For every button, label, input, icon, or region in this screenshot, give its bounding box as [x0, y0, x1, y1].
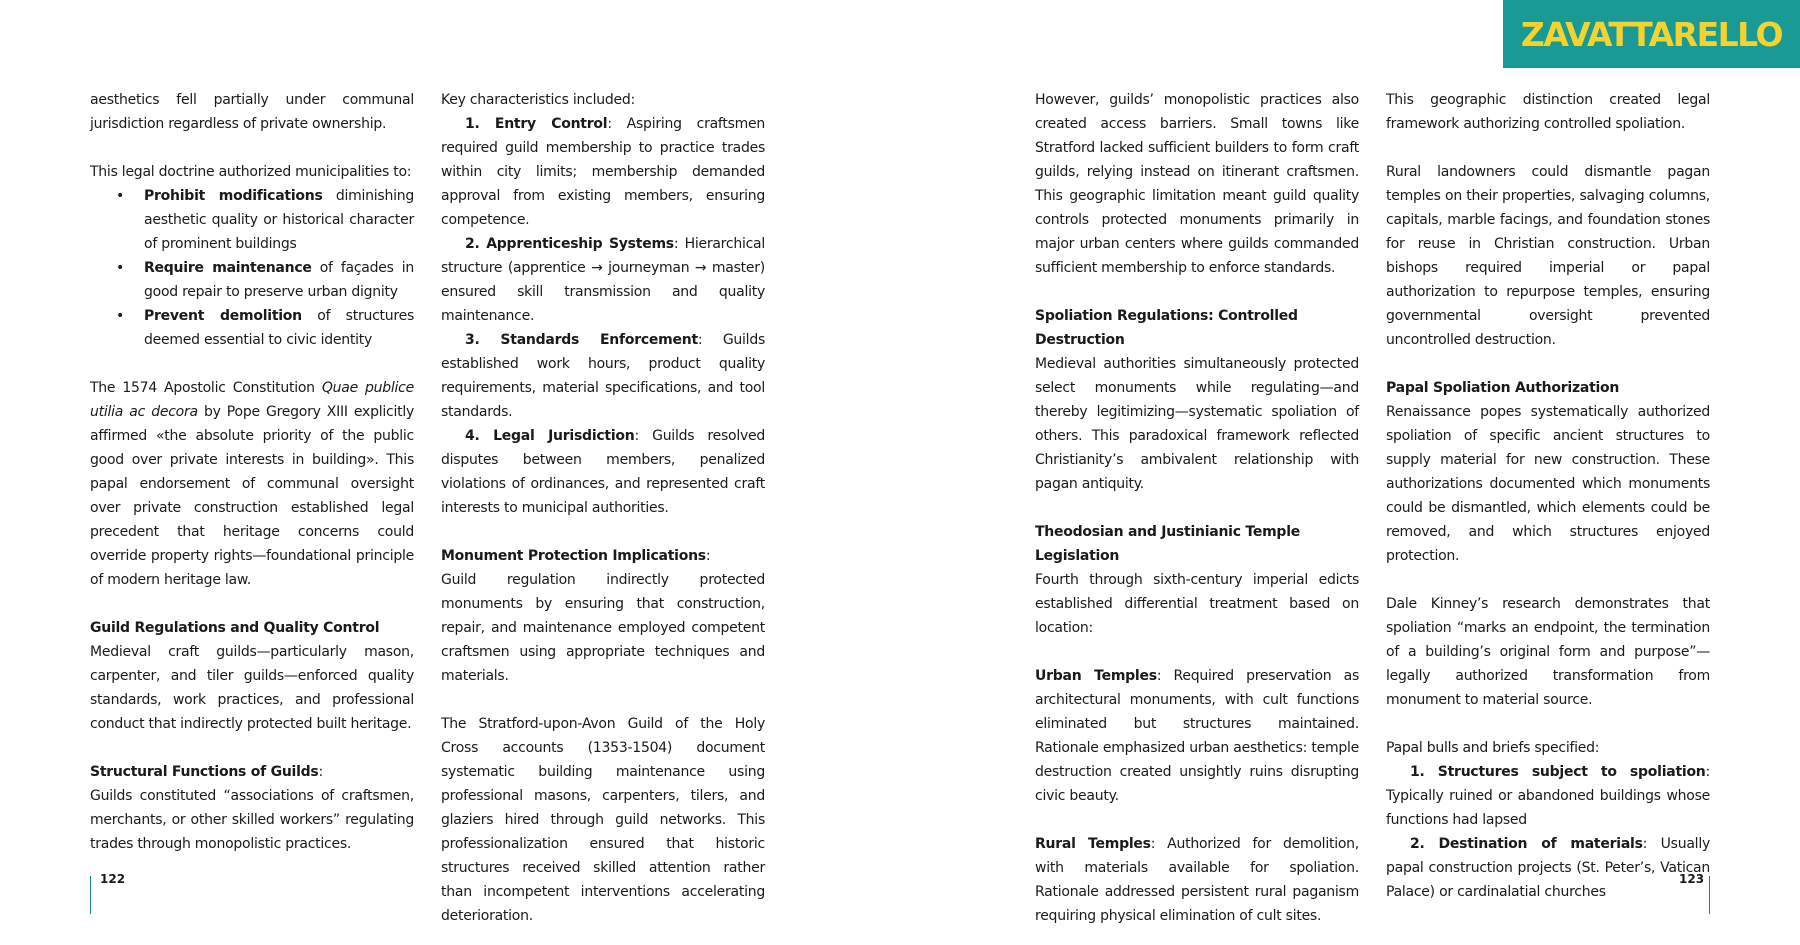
paragraph: Rural Temples: Authorized for demolition, with materials available for spoliation. Rationale addressed persistent rural paganism requiring physical elimination of cult sites. [1035, 836, 1359, 924]
list-item: 2. Destination of materials: Usually papal construction projects (St. Peter’s, Vatican Palace) or cardinalatial churches [1386, 836, 1710, 900]
section-heading: Theodosian and Justinianic Temple Legislation [1035, 524, 1300, 564]
page-number-rule-left [90, 876, 91, 914]
banner-title: ZAVATTARELLO [1520, 14, 1783, 54]
paragraph: Papal bulls and briefs specified: [1386, 740, 1600, 756]
paragraph: Medieval craft guilds—particularly mason, carpenter, and tiler guilds—enforced quality standards, work practices, and professional conduct that indirectly protected built heritage. [90, 644, 414, 732]
right-page-column-1 [1035, 88, 1359, 928]
header-banner [1503, 0, 1800, 68]
left-page-column-1 [90, 88, 414, 856]
section-heading: Monument Protection Implications: [441, 548, 711, 564]
paragraph: Dale Kinney’s research demonstrates that spoliation “marks an endpoint, the termination of a building’s original form and purpose”—legally authorized transformation from monument to material source. [1386, 596, 1710, 708]
list-item: 4. Legal Jurisdiction: Guilds resolved disputes between members, penalized violations of ordinances, and represented craft interests to municipal authorities. [441, 428, 765, 516]
paragraph: This geographic distinction created legal framework authorizing controlled spoliation. [1386, 92, 1710, 132]
page-number-right: 123 [1679, 872, 1705, 886]
paragraph: The Stratford-upon-Avon Guild of the Holy Cross accounts (1353-1504) document systematic building maintenance using professional masons, carpenters, tilers, and glaziers hired through guild networks. This professionalization ensured that historic structures received skilled attention rather than incompetent interventions accelerating deterioration. [441, 716, 765, 924]
paragraph: Rural landowners could dismantle pagan temples on their properties, salvaging columns, capitals, marble facings, and foundation stones for reuse in Christian construction. Urban bishops required imperial or papal authorization to repurpose temples, ensuring governmental oversight prevented uncontrolled destruction. [1386, 164, 1710, 348]
right-page-column-2 [1386, 88, 1710, 904]
paragraph: However, guilds’ monopolistic practices also created access barriers. Small towns like Stratford lacked sufficient builders to form craft guilds, relying instead on itinerant craftsmen. This geographic limitation meant guild quality controls protected monuments primarily in major urban centers where guilds commanded sufficient membership to enforce standards. [1035, 92, 1359, 276]
list-item: • Prevent demolition of structures deemed essential to civic identity [90, 304, 414, 352]
list-item: 1. Structures subject to spoliation: Typically ruined or abandoned buildings whose functions had lapsed [1386, 764, 1710, 828]
paragraph: The 1574 Apostolic Constitution Quae publice utilia ac decora by Pope Gregory XIII explicitly affirmed «the absolute priority of the public good over private interests in building». This papal endorsement of communal oversight over private construction established legal precedent that heritage concerns could override property rights—foundational principle of modern heritage law. [90, 380, 414, 588]
paragraph: Renaissance popes systematically authorized spoliation of specific ancient structures to supply material for new construction. These authorizations documented which monuments could be dismantled, which elements could be removed, and which structures enjoyed protection. [1386, 404, 1710, 564]
paragraph: aesthetics fell partially under communal jurisdiction regardless of private ownership. [90, 92, 414, 132]
left-page-column-2 [441, 88, 765, 928]
paragraph: Guilds constituted “associations of craftsmen, merchants, or other skilled workers” regulating trades through monopolistic practices. [90, 788, 414, 852]
list-item: 2. Apprenticeship Systems: Hierarchical structure (apprentice → journeyman → master) ensured skill transmission and quality maintenance. [441, 236, 766, 324]
paragraph: Fourth through sixth-century imperial edicts established differential treatment based on location: [1035, 572, 1359, 636]
paragraph: Guild regulation indirectly protected monuments by ensuring that construction, repair, and maintenance employed competent craftsmen using appropriate techniques and materials. [441, 572, 765, 684]
section-heading: Papal Spoliation Authorization [1386, 380, 1620, 396]
paragraph: This legal doctrine authorized municipalities to: [90, 164, 412, 180]
paragraph: Urban Temples: Required preservation as architectural monuments, with cult functions eliminated but structures maintained. Rationale emphasized urban aesthetics: temple destruction created unsightly ruins disrupting civic beauty. [1035, 668, 1359, 804]
section-heading: Structural Functions of Guilds: [90, 764, 323, 780]
list-item: 1. Entry Control: Aspiring craftsmen required guild membership to practice trades within city limits; membership demanded approval from existing members, ensuring competence. [441, 116, 766, 228]
page-number-rule-right [1709, 876, 1710, 914]
section-heading: Guild Regulations and Quality Control [90, 620, 380, 636]
page-number-left: 122 [100, 872, 126, 886]
list-item: 3. Standards Enforcement: Guilds established work hours, product quality requirements, material specifications, and tool standards. [441, 332, 765, 420]
section-heading: Spoliation Regulations: Controlled Destruction [1035, 308, 1298, 348]
paragraph: Medieval authorities simultaneously protected select monuments while regulating—and thereby legitimizing—systematic spoliation of others. This paradoxical framework reflected Christianity’s ambivalent relationship with pagan antiquity. [1035, 356, 1359, 492]
list-item: • Prohibit modifications diminishing aesthetic quality or historical character of prominent buildings [90, 184, 414, 256]
list-item: • Require maintenance of façades in good repair to preserve urban dignity [90, 256, 414, 304]
paragraph: Key characteristics included: [441, 92, 635, 108]
